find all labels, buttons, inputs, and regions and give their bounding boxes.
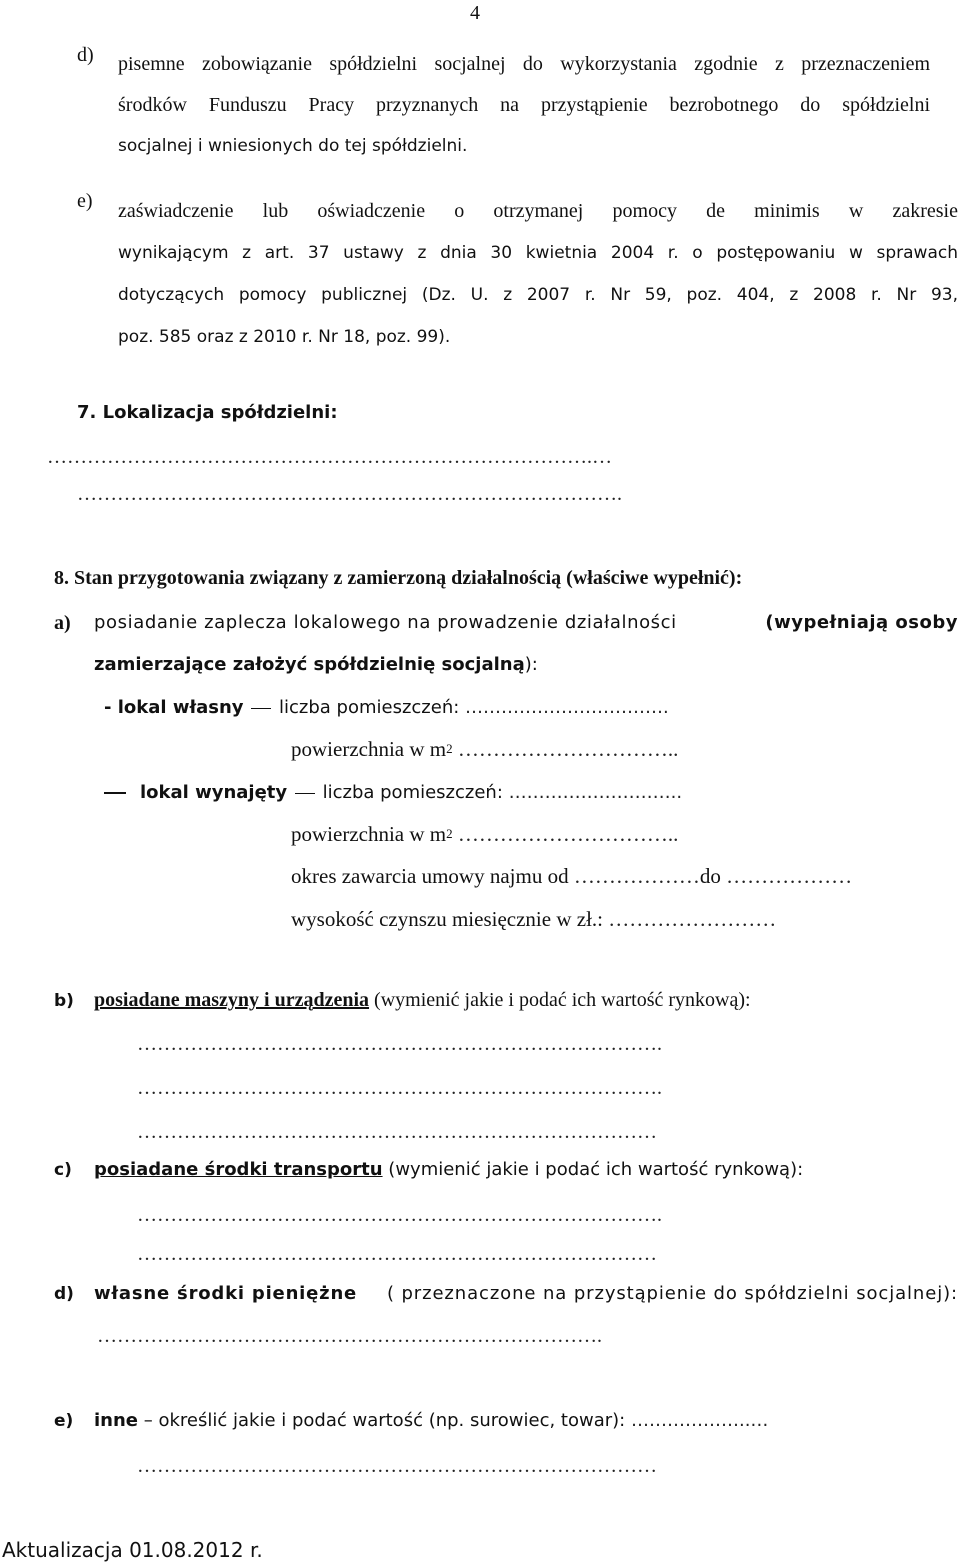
rent-amount-label: wysokość czynszu miesięcznie w zł.: [291, 907, 603, 931]
item-8a-tail: ): [524, 654, 538, 675]
item-8e-heading [94, 1410, 768, 1431]
item-8c-heading [94, 1159, 803, 1180]
own-area-label: powierzchnia w m [291, 737, 447, 761]
dash-icon [295, 793, 315, 794]
machines-line-2[interactable]: ……………………………………………………………………. [137, 1077, 662, 1099]
item-8d-plain: ( przeznaczone na przystąpienie do spółdzielni socjalnej): [386, 1283, 958, 1304]
item-d-label: d) [77, 44, 94, 66]
footer-update-date: Aktualizacja 01.08.2012 r. [2, 1538, 263, 1562]
page-number: 4 [470, 2, 480, 24]
item-8a-bold-2: zamierzające założyć spółdzielnię socjalną [94, 654, 525, 675]
item-8a-line1 [94, 612, 958, 633]
rent-area-sup: 2 [446, 826, 453, 841]
dash-icon [104, 792, 126, 794]
item-e-line: dotyczących pomocy publicznej (Dz. U. z 2007 r. Nr 59, poz. 404, z 2008 r. Nr 93, [118, 285, 958, 305]
contract-label: okres zawarcia umowy najmu od [291, 864, 569, 888]
item-8c-bold: posiadane środki transportu [94, 1159, 383, 1180]
item-e-line: wynikającym z art. 37 ustawy z dnia 30 kwietnia 2004 r. o postępowaniu w sprawach [118, 243, 958, 263]
item-e-text [118, 190, 958, 358]
item-8d-heading [94, 1283, 958, 1304]
item-8c-plain: (wymienić jakie i podać ich wartość rynkową): [388, 1159, 804, 1180]
rent-rooms-field[interactable]: ……………………….. [508, 782, 683, 803]
item-d-line: socjalnej i wniesionych do tej spółdzielni. [118, 136, 468, 156]
own-area-field[interactable]: ………………………….. [457, 737, 679, 761]
item-8b-plain: (wymienić jakie i podać ich wartość rynkową): [374, 989, 751, 1011]
item-d-line: środków Funduszu Pracy przyznanych na przystąpienie bezrobotnego do spółdzielni [118, 94, 930, 116]
item-8e-bold: inne [94, 1410, 139, 1431]
transport-line-2[interactable]: …………………………………………………………………… [137, 1243, 657, 1265]
item-8e-plain: – określić jakie i podać wartość (np. surowiec, towar): [143, 1410, 626, 1431]
own-area-row [291, 737, 678, 762]
item-8a-label: a) [54, 612, 71, 634]
item-8a-line2 [94, 654, 538, 675]
own-premises-label: - lokal własny [104, 697, 244, 718]
item-8a-plain: posiadanie zaplecza lokalowego na prowadzenie działalności [94, 612, 677, 633]
contract-to-field[interactable]: ……………… [726, 864, 853, 888]
rent-amount-field[interactable]: …………………… [608, 907, 777, 931]
item-8b-heading [94, 989, 751, 1012]
item-d-text [118, 44, 930, 167]
item-8c-label: c) [54, 1160, 72, 1180]
location-line-2: ………………………………………………………………………. [77, 483, 622, 505]
rent-area-field[interactable]: ………………………….. [457, 822, 679, 846]
own-rooms-field[interactable]: ……………………………. [465, 697, 669, 718]
cash-line[interactable]: …………………………………………………………………. [97, 1325, 602, 1347]
item-8d-label: d) [54, 1284, 74, 1304]
item-8d-bold: własne środki pieniężne [94, 1283, 358, 1304]
contract-row [291, 864, 852, 889]
item-8e-label: e) [54, 1411, 74, 1431]
other-inline-field[interactable]: ………………..… [630, 1410, 769, 1431]
item-8b-bold: posiadane maszyny i urządzenia [94, 989, 370, 1011]
item-e-line: zaświadczenie lub oświadczenie o otrzymanej pomocy de minimis w zakresie [118, 200, 958, 222]
rented-premises-label: lokal wynajęty [140, 782, 288, 803]
contract-to-label: do [699, 864, 721, 888]
own-premises-row [104, 697, 669, 718]
dash-icon [251, 708, 271, 709]
machines-line-3[interactable]: …………………………………………………………………… [137, 1121, 657, 1143]
location-line-1: ……………………………………………………………………….… [47, 446, 612, 468]
rent-area-label: powierzchnia w m [291, 822, 447, 846]
machines-line-1[interactable]: ……………………………………………………………………. [137, 1033, 662, 1055]
item-d-line: pisemne zobowiązanie spółdzielni socjalnej do wykorzystania zgodnie z przeznaczeniem [118, 53, 930, 75]
other-line[interactable]: …………………………………………………………………… [137, 1455, 657, 1477]
item-e-line: poz. 585 oraz z 2010 r. Nr 18, poz. 99). [118, 327, 451, 347]
contract-from-field[interactable]: ……………… [573, 864, 700, 888]
rent-area-row [291, 822, 678, 847]
own-area-sup: 2 [446, 741, 453, 756]
rented-premises-row [104, 782, 682, 803]
transport-line-1[interactable]: ……………………………………………………………………. [137, 1204, 662, 1226]
own-rooms-label: liczba pomieszczeń: [279, 697, 460, 718]
section-7-title: 7. Lokalizacja spółdzielni: [77, 402, 338, 423]
rent-rooms-label: liczba pomieszczeń: [322, 782, 503, 803]
item-8b-label: b) [54, 991, 74, 1011]
section-8-title: 8. Stan przygotowania związany z zamierzoną działalnością (właściwe wypełnić): [54, 567, 743, 589]
item-8a-bold: (wypełniają osoby [765, 612, 958, 633]
rent-amount-row [291, 907, 776, 932]
item-e-label: e) [77, 190, 93, 212]
